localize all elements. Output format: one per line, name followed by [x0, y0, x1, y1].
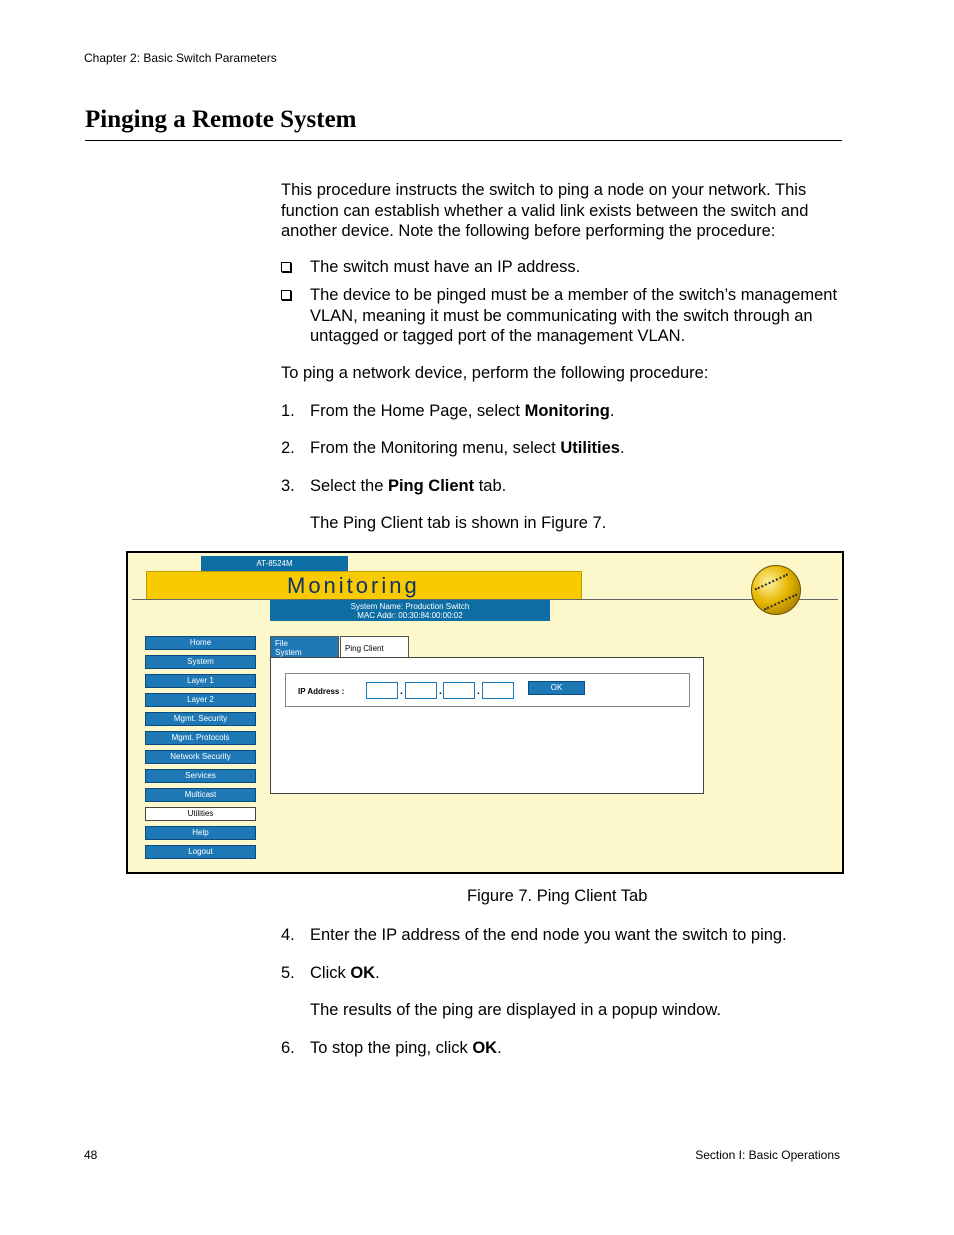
step-number: 3. [281, 477, 295, 495]
nav-multicast-button[interactable]: Multicast [145, 788, 256, 802]
step-emphasis: Ping Client [387, 477, 475, 495]
checkbox-bullet-icon [281, 290, 291, 300]
octet-separator: . [439, 686, 442, 697]
tab-label: System [275, 648, 302, 657]
step-emphasis: Utilities [560, 439, 620, 457]
title-rule [85, 140, 842, 141]
octet-separator: . [400, 686, 403, 697]
step-emphasis: Monitoring [524, 402, 610, 420]
step-number: 5. [281, 964, 295, 982]
ip-octet-4-input[interactable] [482, 682, 514, 699]
step-text: Select the [310, 477, 388, 495]
tab-ping-client[interactable]: Ping Client [340, 636, 409, 659]
nav-network-security-button[interactable]: Network Security [145, 750, 256, 764]
ip-address-group [285, 673, 690, 707]
ping-client-figure [126, 551, 844, 874]
step-text: To stop the ping, click [310, 1039, 473, 1057]
globe-logo-icon [751, 565, 801, 615]
nav-logout-button[interactable]: Logout [145, 845, 256, 859]
nav-help-button[interactable]: Help [145, 826, 256, 840]
tab-file-system[interactable] [270, 636, 339, 657]
system-name: System Name: Production Switch [350, 602, 470, 611]
step-text: . [619, 439, 625, 457]
nav-home-button[interactable]: Home [145, 636, 256, 650]
step-text: . [375, 964, 380, 982]
step-number: 1. [281, 402, 295, 420]
step-number: 4. [281, 926, 295, 944]
step-text: From the Home Page, select [310, 402, 525, 420]
step-text: . [609, 402, 615, 420]
monitoring-banner [146, 571, 582, 600]
nav-mgmt-protocols-button[interactable]: Mgmt. Protocols [145, 731, 256, 745]
bullet-text: The device to be pinged must be a member of the switch’s management VLAN, meaning it must be communicating with the switch through an untagged or tagged port of the management VLAN. [310, 286, 838, 345]
step-text: . [497, 1039, 502, 1057]
step-text: tab. [474, 477, 507, 495]
step-text: From the Monitoring menu, select [310, 439, 561, 457]
step-emphasis: OK [472, 1039, 498, 1057]
model-label: AT-8524M [201, 556, 348, 571]
step-note: The results of the ping are displayed in a popup window. [310, 1001, 721, 1019]
bullet-text: The switch must have an IP address. [310, 258, 581, 276]
nav-services-button[interactable]: Services [145, 769, 256, 783]
lead-in-paragraph: To ping a network device, perform the following procedure: [281, 364, 709, 382]
ip-octet-1-input[interactable] [366, 682, 398, 699]
footer-section: Section I: Basic Operations [695, 1148, 840, 1162]
nav-layer1-button[interactable]: Layer 1 [145, 674, 256, 688]
ip-octet-3-input[interactable] [443, 682, 475, 699]
octet-separator: . [477, 686, 480, 697]
step-text: Click [310, 964, 351, 982]
intro-paragraph: This procedure instructs the switch to ping a node on your network. This function can establish whether a valid link exists between the switch and another device. Note the following before performing the procedure: [281, 181, 809, 240]
tab-label: File [275, 639, 288, 648]
checkbox-bullet-icon [281, 262, 291, 272]
step-note: The Ping Client tab is shown in Figure 7. [310, 514, 607, 532]
ok-button[interactable]: OK [528, 681, 585, 695]
ping-client-panel [270, 657, 704, 794]
step-emphasis: OK [350, 964, 376, 982]
step-text: Enter the IP address of the end node you want the switch to ping. [310, 926, 787, 944]
nav-system-button[interactable]: System [145, 655, 256, 669]
step-number: 6. [281, 1039, 295, 1057]
page-number: 48 [84, 1148, 98, 1162]
system-info-box [270, 600, 550, 621]
nav-mgmt-security-button[interactable]: Mgmt. Security [145, 712, 256, 726]
mac-address: MAC Addr: 00:30:84:00:00:02 [357, 611, 463, 620]
running-header: Chapter 2: Basic Switch Parameters [84, 51, 277, 65]
ip-octet-2-input[interactable] [405, 682, 437, 699]
section-title: Pinging a Remote System [85, 106, 357, 133]
nav-layer2-button[interactable]: Layer 2 [145, 693, 256, 707]
ip-address-label: IP Address : [298, 687, 345, 696]
step-number: 2. [281, 439, 295, 457]
figure-caption: Figure 7. Ping Client Tab [467, 887, 648, 905]
banner-title: Monitoring [287, 573, 420, 598]
nav-utilities-button[interactable]: Utilities [145, 807, 256, 821]
